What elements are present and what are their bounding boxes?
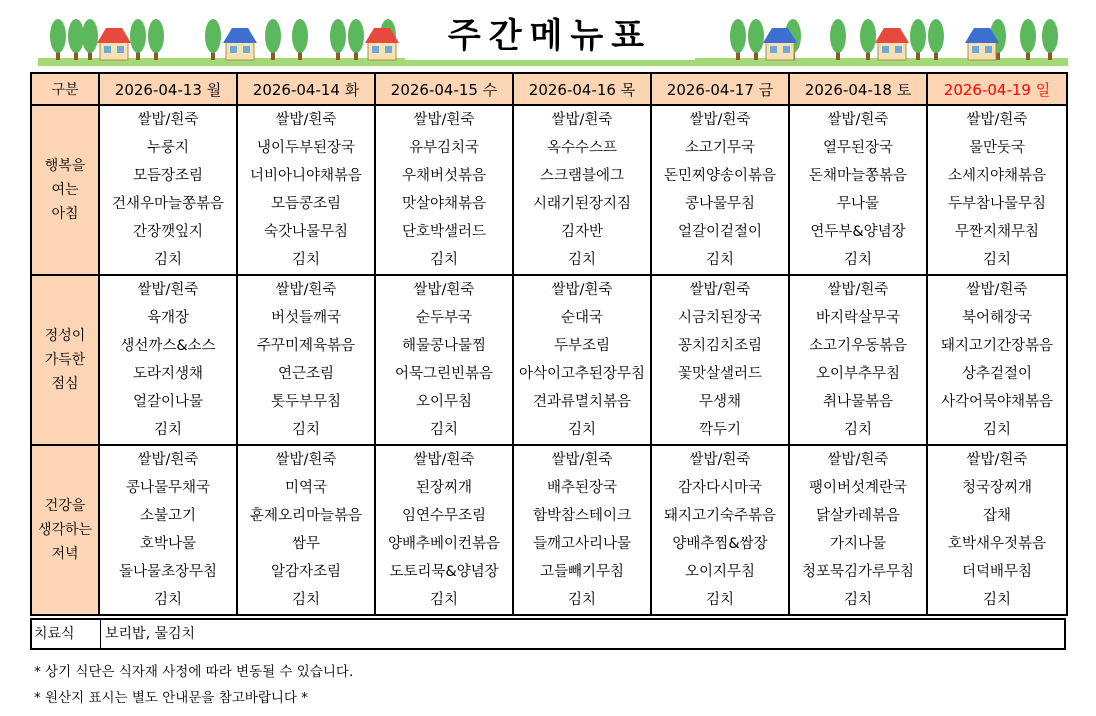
tree-icon <box>292 19 308 60</box>
tree-icon <box>265 19 281 60</box>
tree-icon <box>330 19 346 60</box>
dish-item: 김치 <box>291 592 320 608</box>
dish-item: 임연수무조림 <box>401 508 487 524</box>
table-header-row <box>31 73 1067 105</box>
tree-icon <box>830 19 846 60</box>
dish-item: 들깨고사리나물 <box>532 536 632 552</box>
dish-item: 시금치된장국 <box>677 310 763 326</box>
meal-label <box>31 445 99 615</box>
menu-cell <box>927 275 1067 445</box>
dish-item: 연두부&양념장 <box>810 224 906 240</box>
menu-cell <box>237 275 375 445</box>
menu-cell <box>651 275 789 445</box>
menu-cell <box>375 105 513 275</box>
dish-item: 쌀밥/흰죽 <box>137 112 199 128</box>
dish-item: 김치 <box>153 252 182 268</box>
dish-item: 쌀밥/흰죽 <box>827 282 889 298</box>
dish-item: 단호박샐러드 <box>401 224 487 240</box>
dish-item: 김치 <box>705 252 734 268</box>
dish-item: 양배추찜&쌈장 <box>672 536 768 552</box>
day-header: 2026-04-17 금 <box>651 73 789 105</box>
menu-cell <box>513 105 651 275</box>
dish-item: 소불고기 <box>139 508 197 524</box>
dish-item: 돼지고기숙주볶음 <box>663 508 777 524</box>
dish-item: 오이지무침 <box>684 564 756 580</box>
dish-item: 육개장 <box>146 310 190 326</box>
menu-cell <box>789 275 927 445</box>
dish-item: 김치 <box>291 252 320 268</box>
meal-label-line: 가득한 <box>44 352 86 368</box>
dish-item: 쌀밥/흰죽 <box>827 112 889 128</box>
menu-cell <box>651 105 789 275</box>
dish-item: 김치 <box>291 422 320 438</box>
dish-item: 도토리묵&양념장 <box>389 564 499 580</box>
dish-item: 김치 <box>843 422 872 438</box>
menu-cell <box>375 275 513 445</box>
house-icon <box>223 28 257 60</box>
dish-item: 간장깻잎지 <box>132 224 204 240</box>
dish-item: 모듬장조림 <box>132 168 204 184</box>
dish-item: 무생채 <box>698 394 742 410</box>
dish-item: 냉이두부된장국 <box>256 140 356 156</box>
tree-icon <box>928 19 944 60</box>
dish-item: 아삭이고추된장무침 <box>518 366 646 382</box>
dish-item: 쌀밥/흰죽 <box>413 452 475 468</box>
dish-item: 김치 <box>567 422 596 438</box>
dish-item: 누룽지 <box>146 140 190 156</box>
dish-item: 김자반 <box>560 224 604 240</box>
day-header-sunday: 2026-04-19 일 <box>927 73 1067 105</box>
dish-item: 돈채마늘쫑볶음 <box>808 168 908 184</box>
dish-item: 쌀밥/흰죽 <box>275 112 337 128</box>
dish-item: 주꾸미제육볶음 <box>256 338 356 354</box>
dish-item: 견과류멸치볶음 <box>532 394 632 410</box>
dish-item: 가지나물 <box>829 536 887 552</box>
dish-item: 스크램블에그 <box>539 168 625 184</box>
dish-item: 팽이버섯계란국 <box>808 480 908 496</box>
special-diet-row <box>30 618 1066 650</box>
dish-item: 감자다시마국 <box>677 480 763 496</box>
meal-label <box>31 105 99 275</box>
dish-item: 사각어묵야채볶음 <box>940 394 1054 410</box>
dish-item: 쌀밥/흰죽 <box>827 452 889 468</box>
menu-cell <box>927 105 1067 275</box>
dish-item: 상추겉절이 <box>961 366 1033 382</box>
dish-item: 김치 <box>843 252 872 268</box>
dish-item: 알감자조림 <box>270 564 342 580</box>
meal-label-line: 저녁 <box>51 546 79 562</box>
dish-item: 쌀밥/흰죽 <box>137 452 199 468</box>
meal-label-line: 정성이 <box>44 328 86 344</box>
dish-item: 어묵그린빈볶음 <box>394 366 494 382</box>
dish-item: 무짠지채무침 <box>954 224 1040 240</box>
menu-cell <box>99 445 237 615</box>
dish-item: 돼지고기간장볶음 <box>940 338 1054 354</box>
dish-item: 양배추베이컨볶음 <box>387 536 501 552</box>
dish-item: 호박새우젓볶음 <box>947 536 1047 552</box>
dish-item: 김치 <box>567 252 596 268</box>
dish-item: 잡채 <box>982 508 1011 524</box>
dish-item: 물만둣국 <box>968 140 1026 156</box>
menu-cell <box>513 275 651 445</box>
dish-item: 김치 <box>153 592 182 608</box>
meal-label-line: 건강을 <box>44 498 86 514</box>
dish-item: 쌀밥/흰죽 <box>966 112 1028 128</box>
menu-cell <box>927 445 1067 615</box>
tree-icon <box>148 19 164 60</box>
meal-label-line: 생각하는 <box>37 522 93 538</box>
special-diet-label: 치료식 <box>32 620 101 648</box>
dish-item: 얼갈이나물 <box>132 394 204 410</box>
menu-cell <box>99 105 237 275</box>
dish-item: 쌀밥/흰죽 <box>551 452 613 468</box>
menu-cell <box>99 275 237 445</box>
dish-item: 톳두부무침 <box>270 394 342 410</box>
dish-item: 버섯들깨국 <box>270 310 342 326</box>
tree-icon <box>748 19 764 60</box>
menu-cell <box>651 445 789 615</box>
tree-icon <box>130 19 146 60</box>
dish-item: 쌀밥/흰죽 <box>413 112 475 128</box>
dish-item: 옥수수스프 <box>546 140 618 156</box>
dish-item: 소고기무국 <box>684 140 756 156</box>
meal-row <box>31 275 1067 445</box>
dish-item: 돌나물초장무침 <box>118 564 218 580</box>
tree-icon <box>68 19 84 60</box>
dish-item: 호박나물 <box>139 536 197 552</box>
dish-item: 맛살야채볶음 <box>401 196 487 212</box>
house-icon <box>97 28 131 60</box>
dish-item: 쌀밥/흰죽 <box>551 282 613 298</box>
dish-item: 오이부추무침 <box>815 366 901 382</box>
tree-icon <box>1042 19 1058 60</box>
dish-item: 더덕배무침 <box>961 564 1033 580</box>
dish-item: 김치 <box>153 422 182 438</box>
tree-icon <box>910 19 926 60</box>
dish-item: 된장찌개 <box>415 480 473 496</box>
dish-item: 쌀밥/흰죽 <box>275 282 337 298</box>
dish-item: 함박참스테이크 <box>532 508 632 524</box>
dish-item: 쌀밥/흰죽 <box>966 452 1028 468</box>
tree-icon <box>205 19 221 60</box>
dish-item: 해물콩나물찜 <box>401 338 487 354</box>
dish-item: 바지락살무국 <box>815 310 901 326</box>
dish-item: 취나물볶음 <box>822 394 894 410</box>
dish-item: 쌈무 <box>291 536 320 552</box>
dish-item: 쌀밥/흰죽 <box>137 282 199 298</box>
dish-item: 청국장찌개 <box>961 480 1033 496</box>
note-line: * 상기 식단은 식자재 사정에 따라 변동될 수 있습니다. <box>34 664 354 680</box>
dish-item: 오이무침 <box>415 394 473 410</box>
dish-item: 모듬콩조림 <box>270 196 342 212</box>
dish-item: 유부김치국 <box>408 140 480 156</box>
dish-item: 고들빼기무침 <box>539 564 625 580</box>
day-header: 2026-04-13 월 <box>99 73 237 105</box>
day-header: 2026-04-14 화 <box>237 73 375 105</box>
dish-item: 콩나물무침 <box>684 196 756 212</box>
special-diet-value: 보리밥, 물김치 <box>105 626 196 642</box>
dish-item: 쌀밥/흰죽 <box>275 452 337 468</box>
corner-label: 구분 <box>31 73 99 105</box>
dish-item: 김치 <box>567 592 596 608</box>
dish-item: 두부조림 <box>553 338 611 354</box>
dish-item: 순대국 <box>560 310 604 326</box>
menu-cell <box>789 445 927 615</box>
dish-item: 김치 <box>982 252 1011 268</box>
dish-item: 시래기된장지짐 <box>532 196 632 212</box>
meal-label-line: 행복을 <box>44 158 86 174</box>
note-line: * 원산지 표시는 별도 안내문을 참고바랍니다 * <box>34 690 308 706</box>
dish-item: 꽁치김치조림 <box>677 338 763 354</box>
menu-cell <box>237 445 375 615</box>
menu-cell <box>237 105 375 275</box>
dish-item: 너비아니야채볶음 <box>249 168 363 184</box>
dish-item: 훈제오리마늘볶음 <box>249 508 363 524</box>
dish-item: 깍두기 <box>698 422 742 438</box>
dish-item: 쌀밥/흰죽 <box>551 112 613 128</box>
dish-item: 북어해장국 <box>961 310 1033 326</box>
dish-item: 김치 <box>982 422 1011 438</box>
dish-item: 숙갓나물무침 <box>263 224 349 240</box>
dish-item: 닭살카레볶음 <box>815 508 901 524</box>
tree-icon <box>50 19 66 60</box>
dish-item: 김치 <box>982 592 1011 608</box>
dish-item: 얼갈이겉절이 <box>677 224 763 240</box>
dish-item: 김치 <box>429 592 458 608</box>
dish-item: 김치 <box>843 592 872 608</box>
meal-label-line: 점심 <box>51 376 79 392</box>
dish-item: 쌀밥/흰죽 <box>413 282 475 298</box>
dish-item: 꽃맛살샐러드 <box>677 366 763 382</box>
dish-item: 쌀밥/흰죽 <box>966 282 1028 298</box>
dish-item: 건새우마늘쫑볶음 <box>111 196 225 212</box>
day-header: 2026-04-15 수 <box>375 73 513 105</box>
tree-icon <box>860 19 876 60</box>
tree-icon <box>348 19 364 60</box>
dish-item: 돈민찌양송이볶음 <box>663 168 777 184</box>
day-header: 2026-04-18 토 <box>789 73 927 105</box>
weekly-menu-table <box>30 72 1068 616</box>
menu-cell <box>375 445 513 615</box>
meal-label-line: 여는 <box>51 182 79 198</box>
dish-item: 김치 <box>429 422 458 438</box>
house-icon <box>875 28 909 60</box>
menu-cell <box>789 105 927 275</box>
dish-item: 김치 <box>429 252 458 268</box>
tree-icon <box>1020 19 1036 60</box>
dish-item: 미역국 <box>284 480 328 496</box>
meal-label <box>31 275 99 445</box>
dish-item: 쌀밥/흰죽 <box>689 282 751 298</box>
dish-item: 열무된장국 <box>822 140 894 156</box>
dish-item: 소세지야채볶음 <box>947 168 1047 184</box>
page-title: 주간메뉴표 <box>405 12 695 60</box>
dish-item: 쌀밥/흰죽 <box>689 452 751 468</box>
dish-item: 소고기우동볶음 <box>808 338 908 354</box>
meal-row <box>31 105 1067 275</box>
dish-item: 두부참나물무침 <box>947 196 1047 212</box>
dish-item: 연근조림 <box>277 366 335 382</box>
menu-cell <box>513 445 651 615</box>
meal-row <box>31 445 1067 615</box>
meal-label-line: 아침 <box>51 206 79 222</box>
dish-item: 청포묵김가루무침 <box>801 564 915 580</box>
dish-item: 도라지생채 <box>132 366 204 382</box>
dish-item: 배추된장국 <box>546 480 618 496</box>
tree-icon <box>82 19 98 60</box>
dish-item: 우채버섯볶음 <box>401 168 487 184</box>
dish-item: 순두부국 <box>415 310 473 326</box>
dish-item: 생선까스&소스 <box>120 338 216 354</box>
dish-item: 콩나물무채국 <box>125 480 211 496</box>
day-header: 2026-04-16 목 <box>513 73 651 105</box>
tree-icon <box>730 19 746 60</box>
dish-item: 무나물 <box>836 196 880 212</box>
dish-item: 쌀밥/흰죽 <box>689 112 751 128</box>
dish-item: 김치 <box>705 592 734 608</box>
